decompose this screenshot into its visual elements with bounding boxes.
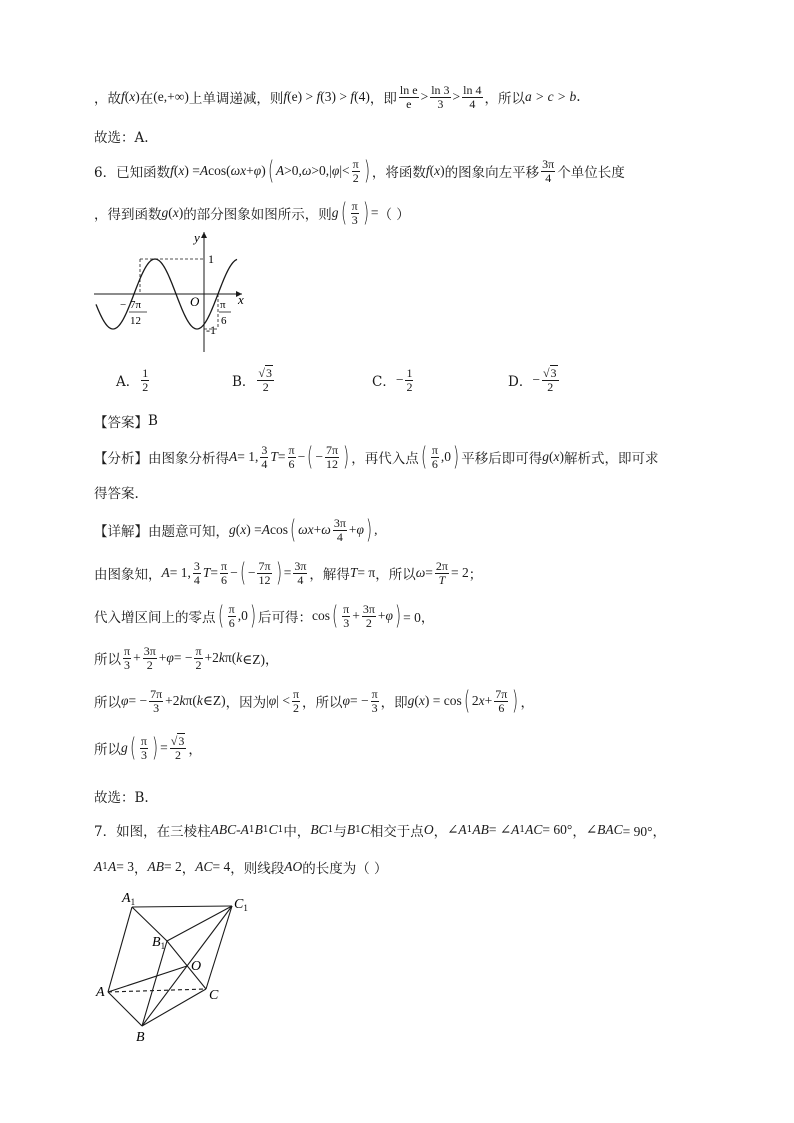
q6-analysis-line2: 得答案. [94,486,139,502]
vertex-a: A [96,985,105,1000]
prev-conclusion: 故选：A. [94,130,149,146]
q6-detail-line5: 所以 φ = − $\frac{7\pi}{3}$ +2 k π( k ∈Z) ，因为 | φ | < $\frac{\pi}{2}$ ，所以 φ = − $\frac{\pi}{3}$ ，即 g ( x ) = cos ( 2 x + $\frac{7\pi}{6}$ ) ， [94,686,535,717]
svg-text:12: 12 [130,315,141,327]
origin-label: O [190,294,200,309]
q6-option-a[interactable]: A． $\frac{1}{2}$ [116,366,149,394]
q7-prism-figure [92,886,262,1046]
q6-detail-line2: 由图象知， A = 1, $\frac{3}{4}$ T = $\frac{\pi}{6}$ − ( − $\frac{7\pi}{12}$ ) = $\frac{3\pi}{4}$ ，解得 T = π ，所以 ω = $\frac{2\pi}{T}$ = 2 ； [94,558,483,589]
q6-option-d[interactable]: D． − $\frac{√3}{2}$ [508,366,557,394]
q6-detail-line3: 代入增区间上的零点 ( $\frac{\pi}{6}$ ,0 ) 后可得： cos ( $\frac{\pi}{3}$ + $\frac{3\pi}{2}$ + φ ) = 0， [94,601,435,632]
q6-analysis-line1: 【分析】 由图象分析得 A = 1, $\frac{3}{4}$ T = $\frac{\pi}{6}$ − ( − $\frac{7\pi}{12}$ ) ，再代入点 ( $\frac{\pi}{6}$ ,0 ) 平移后即可得 g ( x ) 解析式，即可求 [94,442,659,473]
point-o: O [191,959,202,974]
x-axis-label: x [238,292,244,307]
vertex-b: B [136,1030,145,1045]
vertex-b1: $B_1$ [152,935,166,951]
q7-stem-line2: A 1 A = 3 ， AB = 2 ， AC = 4 ，则线段 AO 的长度为（ ） [94,859,388,877]
vertex-c1: $C_1$ [234,897,248,913]
max-label: 1 [208,252,214,266]
q6-option-b[interactable]: B． $\frac{√3}{2}$ [232,366,273,394]
prev-solution-line: ，故 f ( x ) 在 (e,+∞) 上单调递减，则 f (e) > f (3) > f (4) ，即 $\frac{\text{ln e}}{e}$ > $\frac{\ln 3}{3}$ > $\frac{\ln 4}{4}$ ，所以 a > c > b . [94,83,581,111]
q6-stem-line1: 6．已知函数 f ( x ) = A cos( ωx + φ ) ( A >0, ω >0,| φ |< $\frac{\pi}{2}$ ) ，将函数 f ( x ) 的图象向左平移 $\frac{3\pi}{4}$ 个单位长度 [94,156,625,187]
q6-option-c[interactable]: C． − $\frac{1}{2}$ [372,366,413,394]
q6-detail-line6: 所以 g ( $\frac{\pi}{3}$ ) = $\frac{√3}{2}$ ， [94,733,202,764]
vertex-a1: $A_1$ [122,891,136,907]
min-label: -1 [206,323,216,337]
q6-detail-line4: 所以 $\frac{\pi}{3}$ + $\frac{3\pi}{2}$ + φ = − $\frac{\pi}{2}$ +2 k π( k ∈Z)， [94,644,279,672]
left-tick-label: − [120,299,127,311]
right-tick-label: π [220,299,226,311]
svg-text:7π: 7π [130,299,142,311]
vertex-c: C [209,988,219,1003]
q6-stem-line2: ，得到函数 g ( x ) 的部分图象如图所示，则 g ( $\frac{\pi}{3}$ ) = （ ） [94,198,410,229]
svg-text:6: 6 [221,315,227,327]
q6-conclusion: 故选：B. [94,790,149,806]
y-axis-label: y [194,230,200,245]
q6-answer: 【答案】 B [94,413,158,431]
q6-cosine-graph [92,228,252,358]
q7-stem-line1: 7．如图，在三棱柱 ABC - A 1 B 1 C 1 中， BC 1 与 B 1 C 相交于点 O ， ∠ A 1 AB = ∠ A 1 AC = 60° ， ∠ BAC = 90°， [94,822,667,840]
q6-detail-line1: 【详解】 由题意可知， g ( x ) = A cos ( ωx + ω $\frac{3\pi}{4}$ + φ ) , [94,515,378,546]
